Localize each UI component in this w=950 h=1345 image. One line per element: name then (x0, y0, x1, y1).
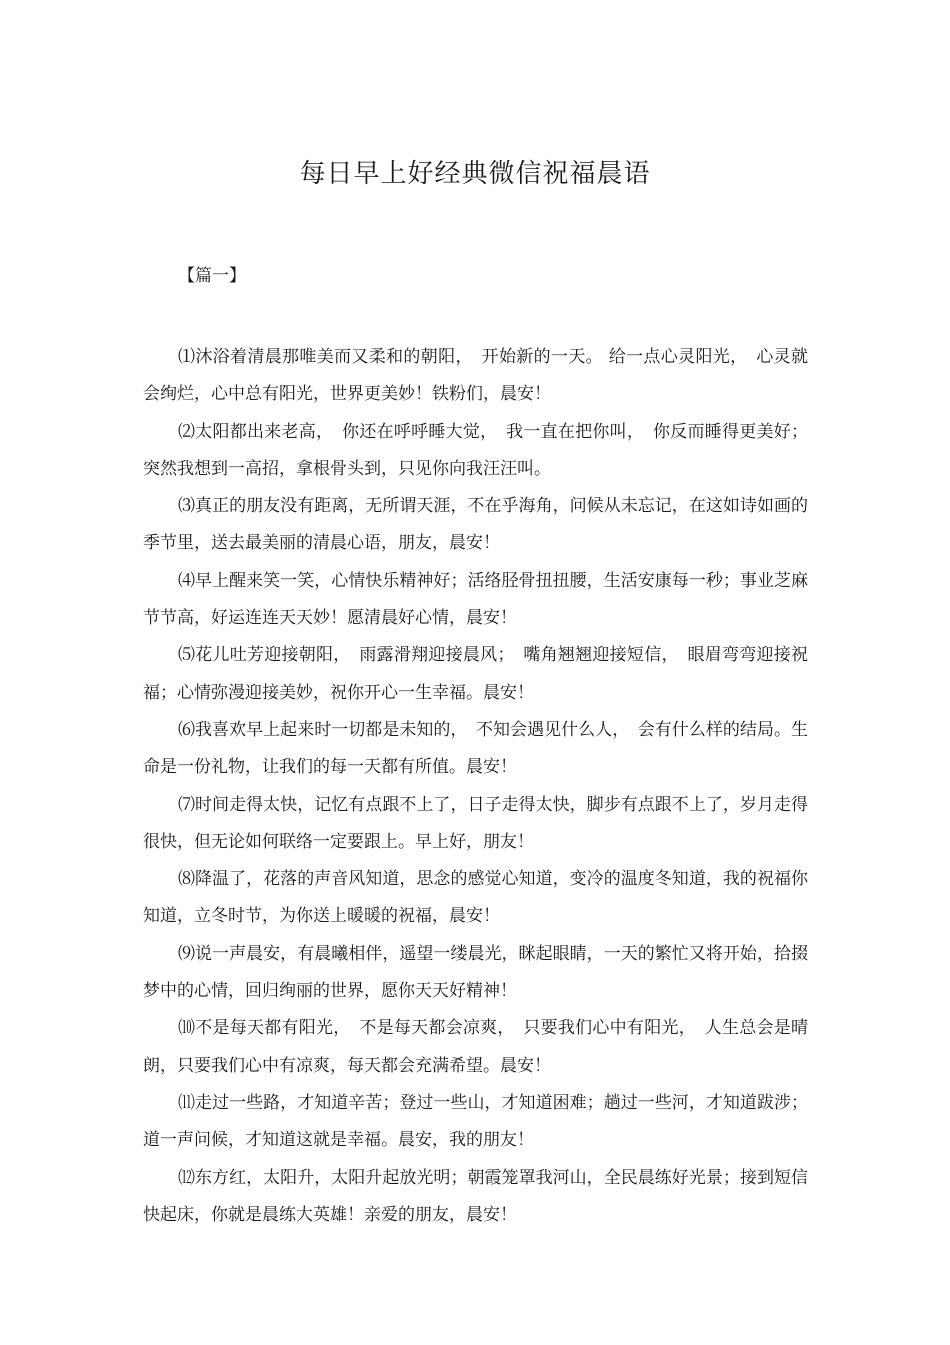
paragraph: ⑹我喜欢早上起来时一切都是未知的， 不知会遇见什么人， 会有什么样的结局。生命是一份礼物，让我们的每一天都有所值。晨安！ (143, 719, 808, 778)
paragraph: ⑴沐浴着清晨那唯美而又柔和的朝阳， 开始新的一天。 给一点心灵阳光， 心灵就会绚烂，心中总有阳光，世界更美妙！铁粉们，晨安！ (143, 347, 808, 405)
document-title: 每日早上好经典微信祝福晨语 (299, 159, 651, 189)
paragraph: ⑻降温了，花落的声音风知道，思念的感觉心知道，变冷的温度冬知道，我的祝福你知道，立冬时节，为你送上暖暖的祝福，晨安！ (143, 869, 808, 927)
paragraph: ⑾走过一些路，才知道辛苦；登过一些山，才知道困难；趟过一些河，才知道跋涉；道一声问候，才知道这就是幸福。晨安，我的朋友！ (143, 1092, 808, 1151)
paragraph: ⑼说一声晨安，有晨曦相伴，遥望一缕晨光，眯起眼睛，一天的繁忙又将开始，拾掇梦中的心情，回归绚丽的世界，愿你天天好精神！ (143, 943, 808, 1002)
paragraph: ⑽不是每天都有阳光， 不是每天都会凉爽， 只要我们心中有阳光， 人生总会是晴朗，只要我们心中有凉爽，每天都会充满希望。晨安！ (143, 1018, 808, 1076)
paragraph: ⑸花儿吐芳迎接朝阳， 雨露滑翔迎接晨风； 嘴角翘翘迎接短信， 眼眉弯弯迎接祝福；心情弥漫迎接美妙，祝你开心一生幸福。晨安！ (143, 645, 808, 703)
paragraph: ⑺时间走得太快，记忆有点跟不上了，日子走得太快，脚步有点跟不上了，岁月走得很快，但无论如何联络一定要跟上。早上好，朋友！ (143, 794, 808, 852)
paragraph: ⑷早上醒来笑一笑，心情快乐精神好；活络胫骨扭扭腰，生活安康每一秒；事业芝麻节节高，好运连连天天妙！愿清晨好心情，晨安！ (143, 570, 808, 629)
paragraph: ⑶真正的朋友没有距离，无所谓天涯，不在乎海角，问候从未忘记，在这如诗如画的季节里，送去最美丽的清晨心语，朋友，晨安！ (143, 496, 808, 554)
paragraph: ⑵太阳都出来老高， 你还在呼呼睡大觉， 我一直在把你叫， 你反而睡得更美好；突然我想到一高招，拿根骨头到，只见你向我汪汪叫。 (143, 421, 808, 479)
section-label: 【篇一】 (178, 266, 246, 286)
document-body (143, 339, 808, 1234)
paragraph: ⑿东方红，太阳升，太阳升起放光明；朝霞笼罩我河山，全民晨练好光景；接到短信快起床，你就是晨练大英雄！亲爱的朋友，晨安！ (143, 1167, 808, 1225)
